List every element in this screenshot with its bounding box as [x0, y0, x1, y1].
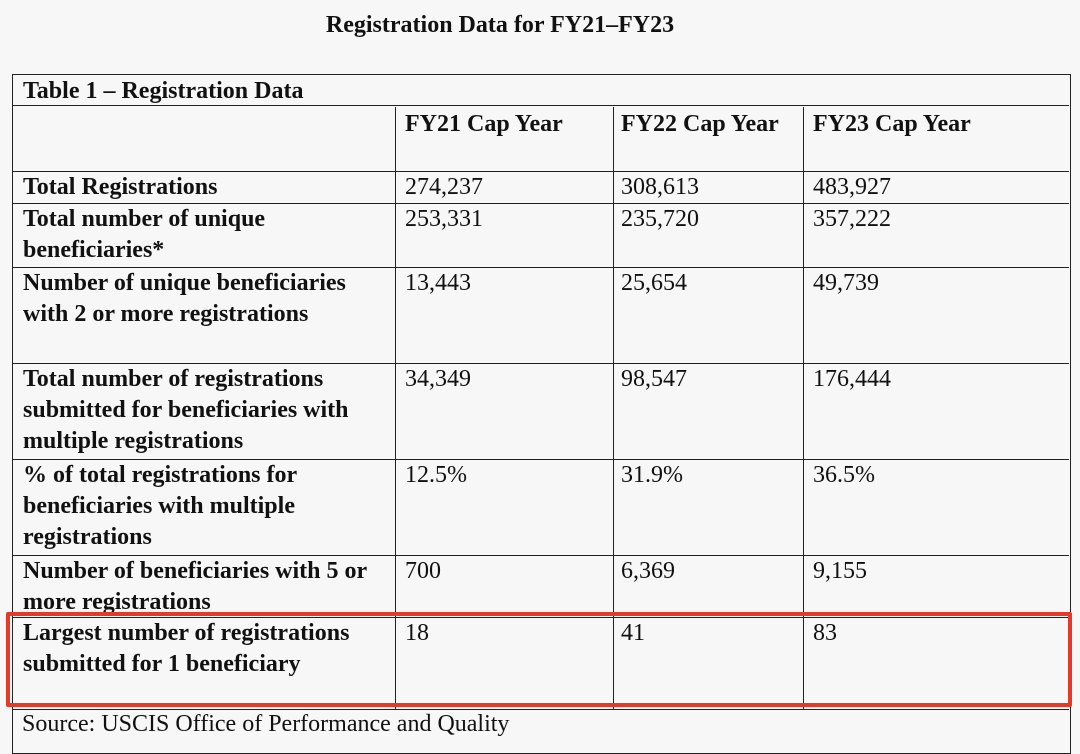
cell-value: 9,155	[813, 558, 867, 584]
cell-value: 36.5%	[813, 462, 875, 488]
table-caption: Table 1 – Registration Data	[23, 78, 304, 104]
cell-value: 700	[405, 558, 441, 584]
header-fy21: FY21 Cap Year	[405, 111, 563, 137]
cell-value: 31.9%	[621, 462, 683, 488]
rule-row-7	[13, 709, 1069, 710]
cell-value: 34,349	[405, 366, 471, 392]
rule-caption	[13, 105, 1069, 106]
cell-value: 41	[621, 620, 645, 646]
cell-value: 357,222	[813, 206, 891, 232]
header-fy23: FY23 Cap Year	[813, 111, 971, 137]
page-title: Registration Data for FY21–FY23	[325, 12, 675, 38]
cell-value: 308,613	[621, 174, 699, 200]
source-note: Source: USCIS Office of Performance and Quality	[22, 711, 510, 737]
row-label: Total number of registrations submitted for beneficiaries with multiple registrations	[23, 366, 349, 454]
cell-value: 49,739	[813, 270, 879, 296]
row-label: Number of beneficiaries with 5 or more registrations	[23, 558, 367, 615]
highlight-box	[6, 612, 1072, 707]
row-label: Largest number of registrations submitted for 1 beneficiary	[23, 620, 350, 677]
cell-value: 176,444	[813, 366, 891, 392]
cell-value: 253,331	[405, 206, 483, 232]
row-label: Total number of unique beneficiaries*	[23, 206, 266, 263]
cell-value: 235,720	[621, 206, 699, 232]
cell-value: 98,547	[621, 366, 687, 392]
cell-value: 25,654	[621, 270, 687, 296]
row-label: Total Registrations	[23, 174, 218, 200]
header-fy22: FY22 Cap Year	[621, 111, 779, 137]
row-label: % of total registrations for beneficiaries with multiple registrations	[23, 462, 297, 550]
cell-value: 13,443	[405, 270, 471, 296]
cell-value: 83	[813, 620, 837, 646]
cell-value: 483,927	[813, 174, 891, 200]
cell-value: 6,369	[621, 558, 675, 584]
row-label: Number of unique beneficiaries with 2 or more registrations	[23, 270, 346, 327]
cell-value: 12.5%	[405, 462, 467, 488]
cell-value: 18	[405, 620, 429, 646]
cell-value: 274,237	[405, 174, 483, 200]
